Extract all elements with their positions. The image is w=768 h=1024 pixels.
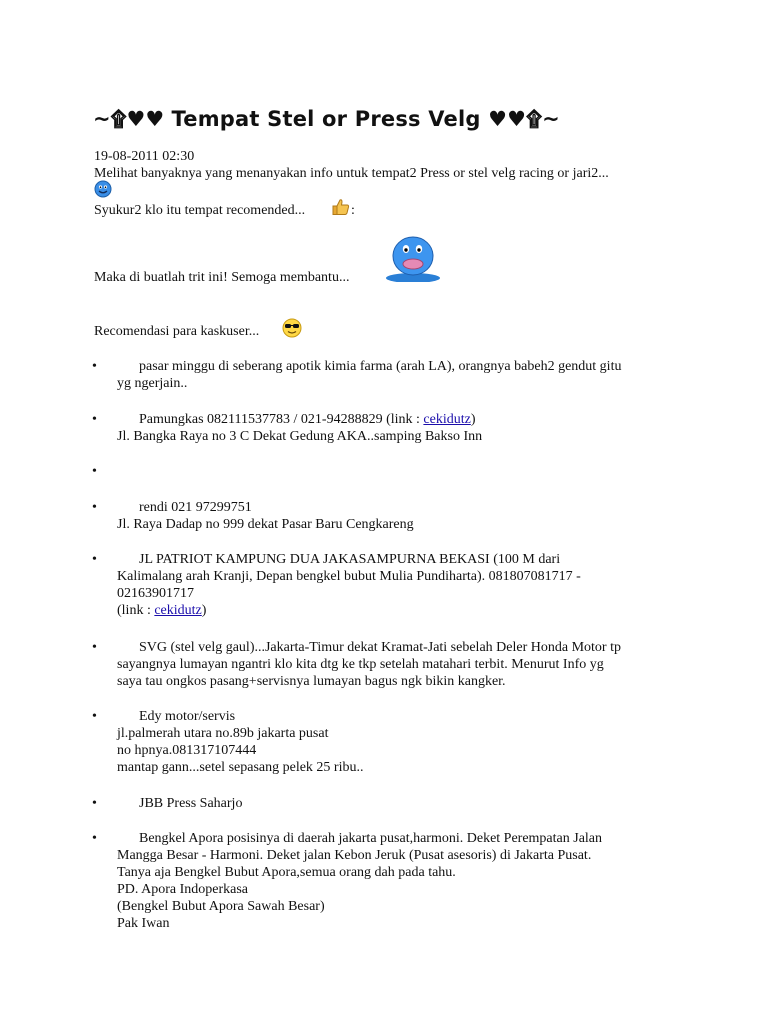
- list-item-4-line-2: Jl. Raya Dadap no 999 dekat Pasar Baru Cengkareng: [117, 517, 414, 532]
- bullet-2: •: [92, 412, 97, 427]
- cekidutz-link-2[interactable]: cekidutz: [154, 603, 202, 618]
- list-item-6-line-3: saya tau ongkos pasang+servisnya lumayan bagus ngk bikin kangker.: [117, 674, 506, 689]
- list-item-5: [117, 551, 581, 619]
- blue-blob-emoticon-icon: [384, 236, 442, 282]
- thumbs-up-icon: [331, 197, 351, 217]
- page-title: ~۩♥♥ Tempat Stel or Press Velg ♥♥۩~: [93, 107, 560, 131]
- intro-line-1: Melihat banyaknya yang menanyakan info untuk tempat2 Press or stel velg racing or jari2...: [94, 166, 609, 181]
- intro-line-2-text: Syukur2 klo itu tempat recomended...: [94, 203, 306, 218]
- cekidutz-link-1[interactable]: cekidutz: [423, 412, 471, 427]
- list-item-6-line-1: SVG (stel velg gaul)...Jakarta-Timur dekat Kramat-Jati sebelah Deler Honda Motor tp: [139, 640, 621, 655]
- bullet-9: •: [92, 831, 97, 846]
- bullet-8: •: [92, 796, 97, 811]
- list-item-7-line-1: Edy motor/servis: [139, 709, 236, 724]
- intro-line-2-suffix: :: [351, 203, 355, 218]
- list-item-9-line-6: Pak Iwan: [117, 916, 170, 931]
- intro-line-4: Recomendasi para kaskuser...: [94, 324, 260, 339]
- blue-smile-icon: [94, 180, 112, 198]
- bullet-7: •: [92, 709, 97, 724]
- list-item-9-line-5: (Bengkel Bubut Apora Sawah Besar): [117, 899, 325, 914]
- list-item-1: [117, 358, 621, 392]
- list-item-4: [117, 499, 414, 533]
- list-item-2-line-2: Jl. Bangka Raya no 3 C Dekat Gedung AKA..samping Bakso Inn: [117, 429, 483, 444]
- list-item-7-line-2: jl.palmerah utara no.89b jakarta pusat: [117, 726, 329, 741]
- list-item-6: [117, 639, 621, 690]
- list-item-7-line-4: mantap gann...setel sepasang pelek 25 ribu..: [117, 760, 364, 775]
- list-item-5-line-4: (link : cekidutz): [117, 603, 207, 618]
- list-item-7: [117, 708, 363, 776]
- post-date: 19-08-2011 02:30: [94, 149, 195, 164]
- list-item-8-line-1: JBB Press Saharjo: [139, 796, 243, 811]
- list-item-6-line-2: sayangnya lumayan ngantri klo kita dtg ke tkp setelah matahari terbit. Menurut Info yg: [117, 657, 604, 672]
- bullet-1: •: [92, 359, 97, 374]
- list-item-9: [117, 830, 602, 932]
- intro-line-3: Maka di buatlah trit ini! Semoga membantu...: [94, 270, 350, 285]
- sunglasses-smiley-icon: [282, 318, 302, 338]
- list-item-9-line-4: PD. Apora Indoperkasa: [117, 882, 249, 897]
- list-item-2-line-1: Pamungkas 082111537783 / 021-94288829 (link : cekidutz): [139, 412, 476, 427]
- bullet-5: •: [92, 552, 97, 567]
- list-item-2: [117, 411, 482, 445]
- list-item-1-line-1: pasar minggu di seberang apotik kimia farma (arah LA), orangnya babeh2 gendut gitu: [139, 359, 622, 374]
- bullet-6: •: [92, 640, 97, 655]
- list-item-4-line-1: rendi 021 97299751: [139, 500, 252, 515]
- list-item-9-line-2: Mangga Besar - Harmoni. Deket jalan Kebon Jeruk (Pusat asesoris) di Jakarta Pusat.: [117, 848, 592, 863]
- list-item-5-line-2: Kalimalang arah Kranji, Depan bengkel bubut Mulia Pundiharta). 081807081717 -: [117, 569, 581, 584]
- list-item-1-line-2: yg ngerjain..: [117, 376, 188, 391]
- intro-line-2: [94, 202, 305, 219]
- list-item-5-line-1: JL PATRIOT KAMPUNG DUA JAKASAMPURNA BEKASI (100 M dari: [139, 552, 561, 567]
- bullet-3: •: [92, 464, 97, 479]
- bullet-4: •: [92, 500, 97, 515]
- list-item-7-line-3: no hpnya.081317107444: [117, 743, 257, 758]
- list-item-8: [117, 795, 242, 812]
- list-item-9-line-1: Bengkel Apora posisinya di daerah jakarta pusat,harmoni. Deket Perempatan Jalan: [139, 831, 603, 846]
- list-item-9-line-3: Tanya aja Bengkel Bubut Apora,semua orang dah pada tahu.: [117, 865, 456, 880]
- list-item-5-line-3: 02163901717: [117, 586, 194, 601]
